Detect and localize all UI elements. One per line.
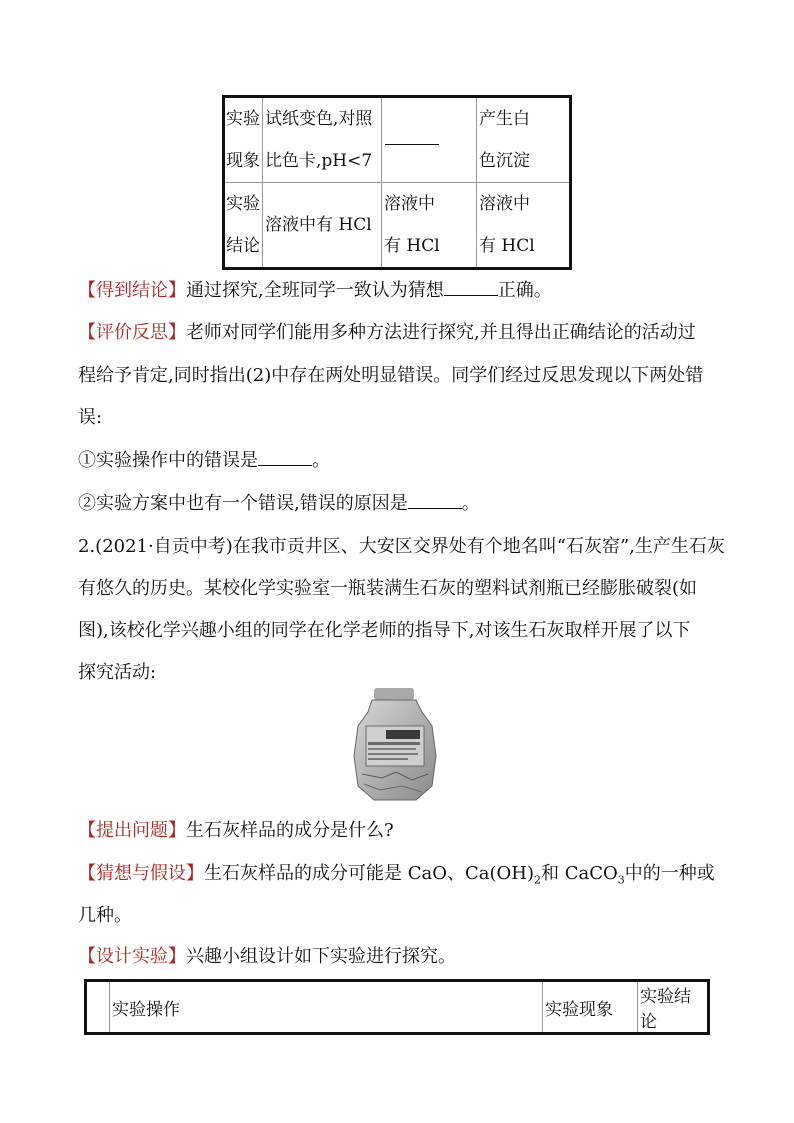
table-row	[224, 183, 571, 269]
header-conclusion: 实验结论	[638, 981, 709, 1034]
experiment-table	[84, 979, 710, 1035]
question-line: 【提出问题】生石灰样品的成分是什么?	[78, 820, 394, 841]
cell-conclusion-1: 溶液中有 HCl	[263, 183, 382, 269]
design-line: 【设计实验】兴趣小组设计如下实验进行探究。	[78, 946, 456, 967]
cell-phenomenon-2-blank[interactable]	[382, 97, 477, 183]
answer-blank[interactable]	[444, 277, 498, 296]
hypothesis-line-2: 几种。	[78, 905, 132, 926]
header-operation: 实验操作	[110, 981, 543, 1034]
answer-blank[interactable]	[258, 447, 312, 466]
reflection-line-2: 程给予肯定,同时指出(2)中存在两处明显错误。同学们经过反思发现以下两处错	[78, 365, 704, 386]
header-phenomenon: 实验现象	[543, 981, 638, 1034]
section-tag: 【评价反思】	[78, 322, 186, 343]
hypothesis-line-1: 【猜想与假设】生石灰样品的成分可能是 CaO、$Ca(OH)_2$和 CaCO$_3$中的一种或	[78, 863, 715, 887]
cell-phenomenon-1: 试纸变色,对照 比色卡,pH<7	[263, 97, 382, 183]
cell-phenomenon-3: 产生白 色沉淀	[477, 97, 571, 183]
answer-blank[interactable]	[408, 490, 462, 509]
section-tag: 【设计实验】	[78, 946, 186, 967]
q2-line-4: 探究活动:	[78, 662, 157, 683]
section-tag: 【得到结论】	[78, 280, 186, 301]
reflection-item-2: ②实验方案中也有一个错误,错误的原因是 。	[78, 490, 480, 517]
row-header-phenomenon: 实验 现象	[224, 97, 263, 183]
q2-line-3: 图),该校化学兴趣小组的同学在化学老师的指导下,对该生石灰取样开展了以下	[78, 620, 691, 641]
table-row	[86, 981, 709, 1034]
results-table	[222, 95, 572, 270]
q2-line-2: 有悠久的历史。某校化学实验室一瓶装满生石灰的塑料试剂瓶已经膨胀破裂(如	[78, 578, 698, 599]
cell-conclusion-2: 溶液中 有 HCl	[382, 183, 477, 269]
reflection-item-1: ①实验操作中的错误是 。	[78, 447, 330, 474]
broken-bottle-photo	[352, 686, 438, 804]
section-tag: 【猜想与假设】	[78, 863, 204, 884]
cell-conclusion-3: 溶液中 有 HCl	[477, 183, 571, 269]
reflection-line-1: 【评价反思】老师对同学们能用多种方法进行探究,并且得出正确结论的活动过	[78, 322, 696, 343]
row-header-conclusion: 实验 结论	[224, 183, 263, 269]
conclusion-line: 【得到结论】通过探究,全班同学一致认为猜想 正确。	[78, 277, 552, 304]
table-row	[224, 97, 571, 183]
section-tag: 【提出问题】	[78, 820, 186, 841]
index-cell	[86, 981, 110, 1034]
q2-line-1: 2.(2021·自贡中考)在我市贡井区、大安区交界处有个地名叫“石灰窑”,生产生石灰	[78, 536, 725, 557]
reflection-line-3: 误:	[78, 407, 103, 428]
